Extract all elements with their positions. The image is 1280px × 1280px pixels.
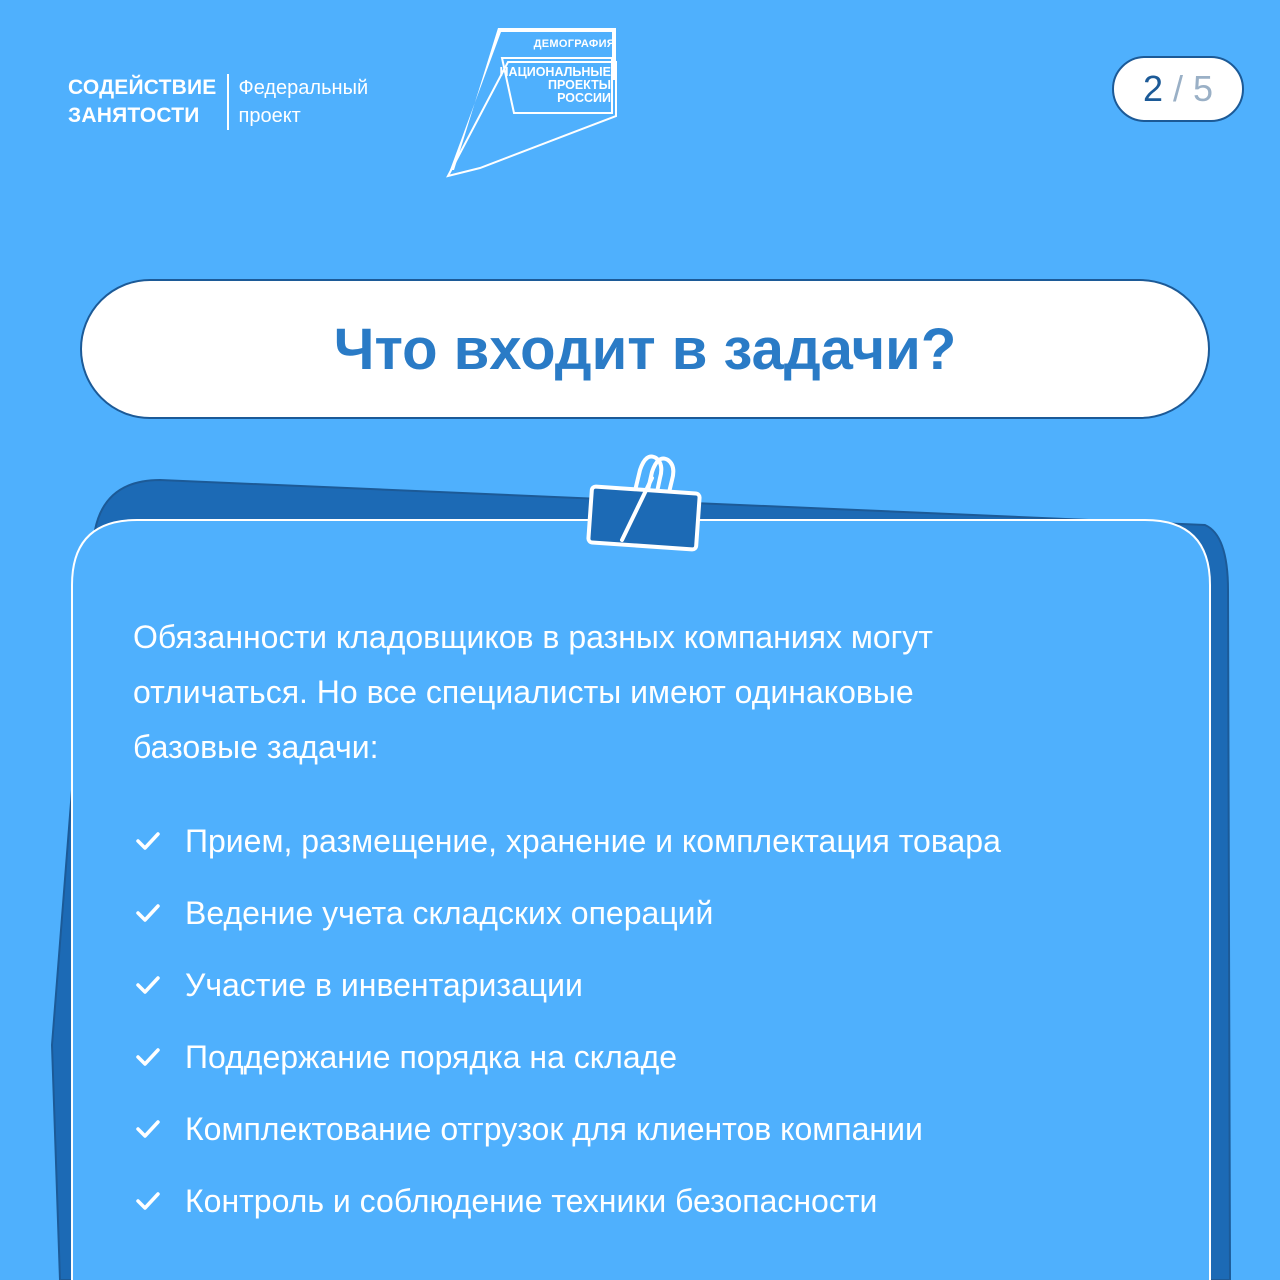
list-item <box>133 1021 1153 1093</box>
intro-line-3: базовые задачи: <box>133 729 379 765</box>
check-icon <box>133 826 163 856</box>
task-text: Ведение учета складских операций <box>185 894 714 931</box>
binder-clip-icon <box>588 457 700 550</box>
card-content <box>133 610 1153 1237</box>
list-item <box>133 1093 1153 1165</box>
list-item <box>133 805 1153 877</box>
page-total: 5 <box>1193 68 1214 109</box>
np-logo-line-3: РОССИИ <box>557 91 611 105</box>
task-list <box>133 805 1153 1237</box>
intro-text <box>133 610 1153 775</box>
check-icon <box>133 970 163 1000</box>
task-text: Поддержание порядка на складе <box>185 1038 678 1075</box>
page-current: 2 <box>1142 68 1163 109</box>
brand-line-2: ЗАНЯТОСТИ <box>68 104 200 127</box>
task-text: Прием, размещение, хранение и комплектация товара <box>185 822 1001 859</box>
check-icon <box>133 1186 163 1216</box>
list-item <box>133 949 1153 1021</box>
check-icon <box>133 1114 163 1144</box>
intro-line-1: Обязанности кладовщиков в разных компаниях могут <box>133 619 933 655</box>
brand-line-1: СОДЕЙСТВИЕ <box>68 76 217 99</box>
check-icon <box>133 898 163 928</box>
list-item <box>133 877 1153 949</box>
task-text: Контроль и соблюдение техники безопасности <box>185 1182 878 1219</box>
list-item <box>133 1165 1153 1237</box>
check-icon <box>133 1042 163 1072</box>
page-title: Что входит в задачи? <box>333 316 957 382</box>
project-line-2: проект <box>238 105 301 127</box>
np-logo-line-1: НАЦИОНАЛЬНЫЕ <box>499 65 611 79</box>
project-line-1: Федеральный <box>238 77 369 99</box>
page-separator: / <box>1172 68 1183 109</box>
intro-line-2: отличаться. Но все специалисты имеют одинаковые <box>133 674 914 710</box>
np-logo-top-text: ДЕМОГРАФИЯ <box>533 38 615 50</box>
task-text: Комплектование отгрузок для клиентов компании <box>185 1110 923 1147</box>
np-logo-line-2: ПРОЕКТЫ <box>547 78 611 92</box>
task-text: Участие в инвентаризации <box>185 966 583 1003</box>
